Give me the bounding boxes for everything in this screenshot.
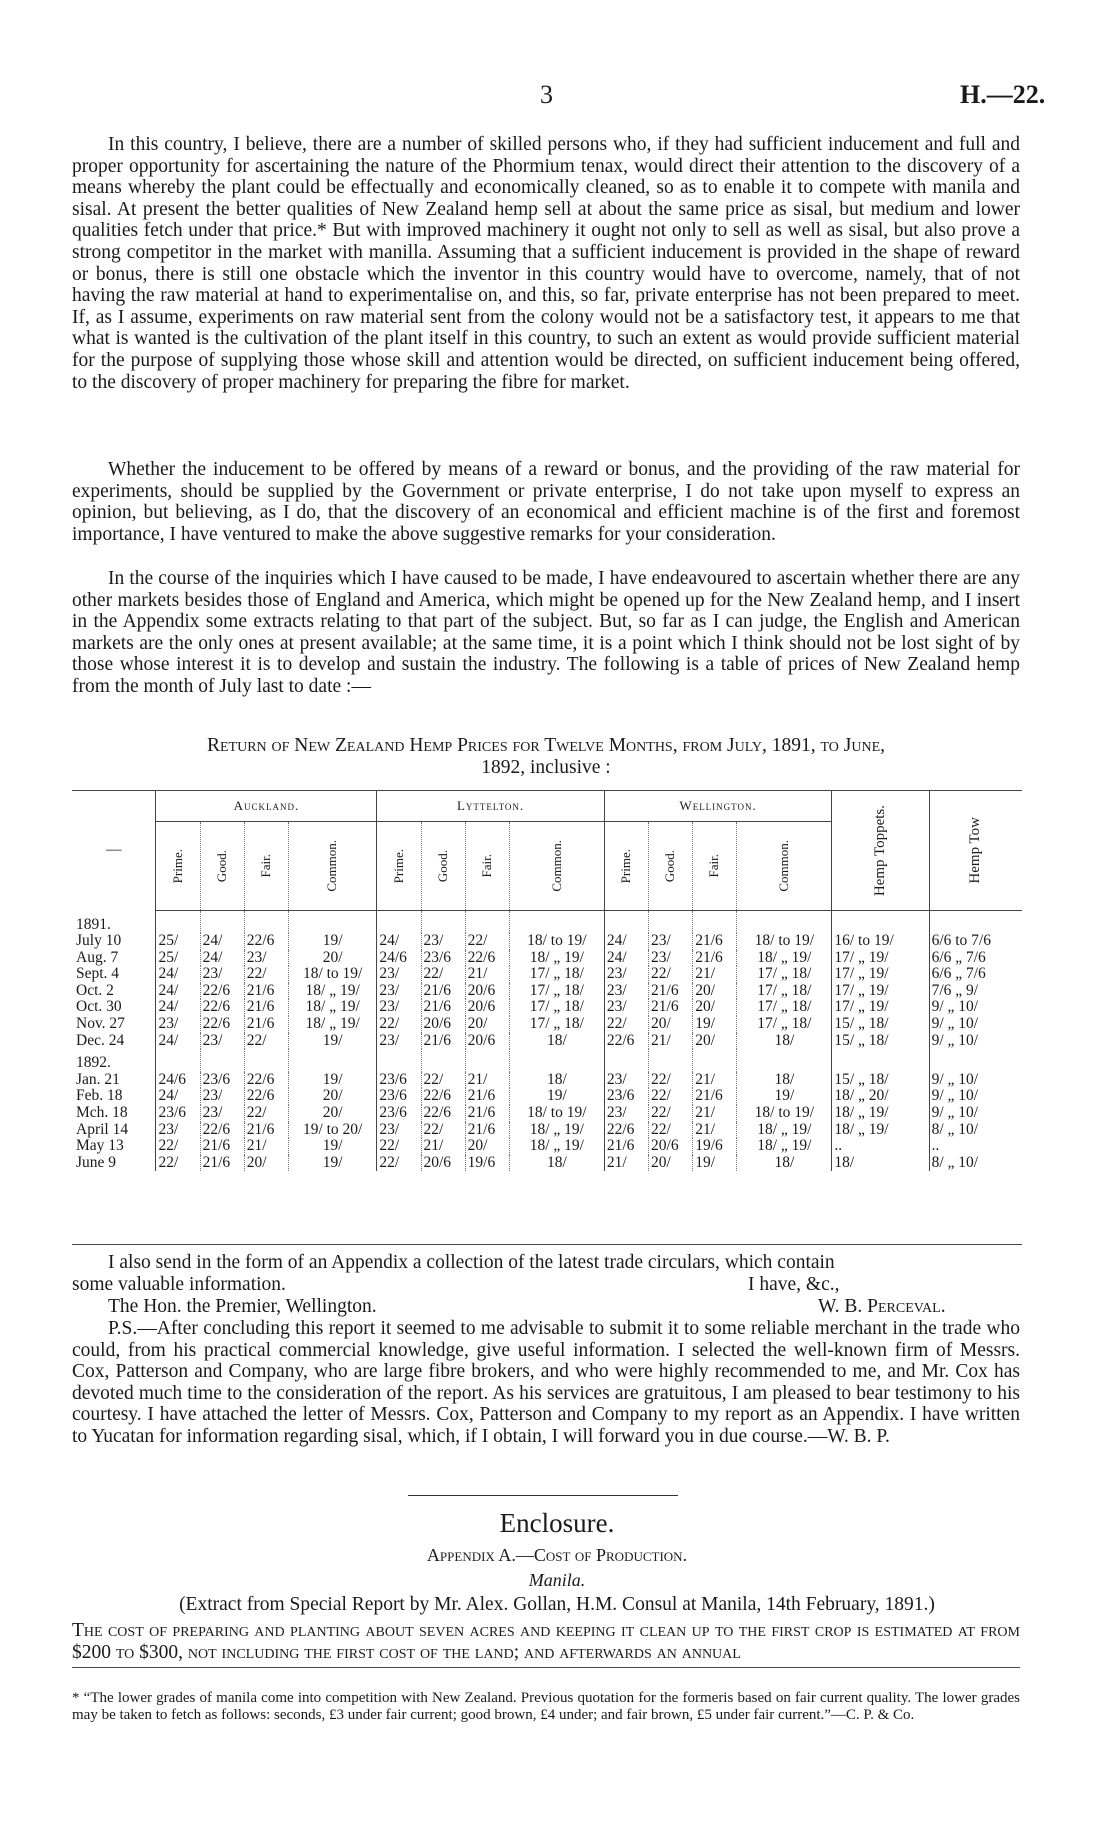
price-cell: 18/ <box>832 1155 929 1172</box>
price-cell: 21/6 <box>465 1105 509 1122</box>
price-cell: 22/ <box>244 966 288 983</box>
price-cell: 19/ <box>288 1155 376 1172</box>
price-cell: 22/ <box>156 1138 200 1155</box>
price-cell: 24/ <box>156 999 200 1016</box>
price-cell: 18/ „ 19/ <box>832 1105 929 1122</box>
price-cell: 17/ „ 18/ <box>509 1016 604 1033</box>
price-cell: 17/ „ 18/ <box>737 1016 832 1033</box>
price-cell: 22/6 <box>604 1122 648 1139</box>
price-cell: 17/ „ 18/ <box>509 983 604 1000</box>
price-cell: 23/6 <box>377 1072 421 1089</box>
table-row <box>72 950 1022 967</box>
row-date: May 13 <box>76 1137 124 1155</box>
price-cell: 21/ <box>693 1122 737 1139</box>
price-cell: 21/6 <box>649 983 693 1000</box>
price-cell: 19/ <box>288 1072 376 1089</box>
price-cell: 17/ „ 18/ <box>737 966 832 983</box>
price-cell: 23/ <box>200 966 244 983</box>
price-cell: 18/ to 19/ <box>737 933 832 950</box>
section-divider <box>408 1495 678 1496</box>
price-cell: 24/ <box>604 933 648 950</box>
footnote: * “The lower grades of manila come into competition with New Zealand. Previous quotation for the formeris based on fair current quality. The lower grades may be taken to fetch as follows: seconds, £3 under fair current; good brown, £4 under; and fair brown, £5 under fair current.”—C. P. & Co. <box>72 1690 1020 1723</box>
price-cell: 17/ „ 18/ <box>509 966 604 983</box>
price-cell: 21/6 <box>421 999 465 1016</box>
price-cell: 20/6 <box>649 1138 693 1155</box>
price-cell: 23/ <box>604 1072 648 1089</box>
table-row <box>72 1138 1022 1155</box>
price-cell: 23/ <box>604 966 648 983</box>
price-cell: 21/ <box>465 966 509 983</box>
col-header-common: Common. <box>509 822 604 911</box>
year-label: 1892. <box>76 1054 111 1072</box>
row-date: April 14 <box>76 1120 129 1138</box>
row-date: Nov. 27 <box>76 1015 125 1033</box>
price-cell: 23/6 <box>377 1105 421 1122</box>
group-header-wellington: Wellington. <box>604 791 832 822</box>
price-cell: 9/ „ 10/ <box>929 1072 1022 1089</box>
price-cell: 20/6 <box>421 1155 465 1172</box>
price-cell: 20/ <box>465 1016 509 1033</box>
col-header-good: Good. <box>200 822 244 911</box>
price-cell: 22/ <box>649 966 693 983</box>
price-cell: 18/ „ 19/ <box>288 999 376 1016</box>
price-cell: 22/6 <box>200 1122 244 1139</box>
row-date: Oct. 2 <box>76 981 114 999</box>
price-cell: 23/6 <box>156 1105 200 1122</box>
price-cell: 9/ „ 10/ <box>929 1105 1022 1122</box>
col-header-fair: Fair. <box>465 822 509 911</box>
price-cell: 23/6 <box>200 1072 244 1089</box>
price-cell: 21/6 <box>465 1122 509 1139</box>
table-title-line1: Return of New Zealand Hemp Prices for Twelve Months, from July, 1891, to June, <box>206 735 886 756</box>
appendix-body-text: The cost of preparing and planting about seven acres and keeping it clean up to the first crop is estimated at from $200 to $300, not including the first cost of the land; and afterwards an annual <box>72 1620 1020 1663</box>
price-cell: 17/ „ 19/ <box>832 966 929 983</box>
price-cell: 21/6 <box>200 1138 244 1155</box>
price-cell: 23/ <box>200 1105 244 1122</box>
price-cell: .. <box>929 1138 1022 1155</box>
col-header-common: Common. <box>737 822 832 911</box>
price-cell: 21/ <box>244 1138 288 1155</box>
price-cell: 23/ <box>200 1088 244 1105</box>
price-cell: 22/ <box>465 933 509 950</box>
price-cell: 21/6 <box>244 1016 288 1033</box>
price-cell: 23/6 <box>421 950 465 967</box>
price-cell: 22/6 <box>421 1088 465 1105</box>
table-row <box>72 1105 1022 1122</box>
price-cell: 22/ <box>649 1122 693 1139</box>
price-cell: 22/ <box>421 1072 465 1089</box>
price-cell: 22/ <box>377 1138 421 1155</box>
table-body-1892 <box>72 1049 1022 1171</box>
price-cell: 19/ <box>693 1016 737 1033</box>
price-cell: 23/ <box>156 1122 200 1139</box>
price-cell: 22/ <box>649 1072 693 1089</box>
price-cell: 21/6 <box>465 1088 509 1105</box>
table-bottom-rule <box>72 1244 1022 1245</box>
price-cell: 22/ <box>421 966 465 983</box>
col-header-prime: Prime. <box>604 822 648 911</box>
price-cell: 20/6 <box>465 999 509 1016</box>
price-cell: 21/6 <box>693 1088 737 1105</box>
year-label: 1891. <box>76 915 111 933</box>
col-header-toppets: Hemp Toppets. <box>832 791 929 911</box>
price-cell: 19/ <box>288 1033 376 1050</box>
price-cell: 19/6 <box>693 1138 737 1155</box>
row-date: Mch. 18 <box>76 1104 128 1122</box>
price-cell: 20/ <box>288 1088 376 1105</box>
price-cell: 21/6 <box>421 983 465 1000</box>
col-header-prime: Prime. <box>156 822 200 911</box>
price-cell: 24/ <box>156 1033 200 1050</box>
price-cell: 22/6 <box>604 1033 648 1050</box>
price-cell: 20/6 <box>465 1033 509 1050</box>
paragraph-1: In this country, I believe, there are a number of skilled persons who, if they had sufficient inducement and full and proper opportunity for ascertaining the nature of the Phormium tenax, would direct their attention to the discovery of a means whereby the plant could be effectually and economically cleaned, so as to enable it to compete with manila and sisal. At present the better qualities of New Zealand hemp sell at about the same price as sisal, but medium and lower qualities fetch under that price.* But with improved machinery it ought not only to sell as well as sisal, but also prove a strong competitor in the market with manilla. Assuming that a sufficient inducement is provided in the shape of reward or bonus, there is still one obstacle which the inventor in this country would have to overcome, namely, that of not having the raw material at hand to experimentalise on, and this, so far, private enterprise has not been prepared to meet. If, as I assume, experiments on raw material sent from the colony would not be a satisfactory test, it appears to me that what is wanted is the cultivation of the plant itself in this country, to such an extent as would provide sufficient material for the purpose of supplying those whose skill and attention would be directed, on sufficient inducement being offered, to the discovery of proper machinery for preparing the fibre for market. <box>72 134 1020 393</box>
price-cell: 18/ <box>509 1072 604 1089</box>
price-cell: 23/ <box>377 966 421 983</box>
price-cell: 21/ <box>693 966 737 983</box>
price-cell: 19/ to 20/ <box>288 1122 376 1139</box>
price-cell: 22/6 <box>465 950 509 967</box>
price-cell: 20/6 <box>421 1016 465 1033</box>
price-cell: 21/ <box>649 1033 693 1050</box>
price-cell: 20/ <box>693 983 737 1000</box>
price-cell: 15/ „ 18/ <box>832 1016 929 1033</box>
price-cell: 21/6 <box>693 950 737 967</box>
row-date: Oct. 30 <box>76 998 122 1016</box>
price-cell: 23/ <box>604 983 648 1000</box>
table-date-header: — <box>105 841 122 859</box>
price-cell: 21/ <box>465 1072 509 1089</box>
price-cell: 7/6 „ 9/ <box>929 983 1022 1000</box>
price-cell: 19/ <box>288 1138 376 1155</box>
price-cell: 22/6 <box>200 983 244 1000</box>
row-date: Feb. 18 <box>76 1087 123 1105</box>
table-row <box>72 1033 1022 1050</box>
price-cell: 23/6 <box>604 1088 648 1105</box>
extract-note: (Extract from Special Report by Mr. Alex. Gollan, H.M. Consul at Manila, 14th February, 1891.) <box>179 1594 935 1615</box>
col-header-tow: Hemp Tow <box>929 791 1022 911</box>
col-header-good: Good. <box>649 822 693 911</box>
price-cell: 18/ to 19/ <box>288 966 376 983</box>
price-cell: 21/6 <box>604 1138 648 1155</box>
row-date: July 10 <box>76 932 122 950</box>
price-cell: 20/ <box>693 999 737 1016</box>
price-cell: 24/6 <box>377 950 421 967</box>
price-cell: 18/ „ 19/ <box>737 1122 832 1139</box>
price-cell: 24/ <box>200 950 244 967</box>
price-cell: 9/ „ 10/ <box>929 1016 1022 1033</box>
price-cell: 18/ to 19/ <box>509 933 604 950</box>
table-row <box>72 983 1022 1000</box>
price-cell: 22/ <box>649 1105 693 1122</box>
table-body-1891 <box>72 911 1022 1050</box>
price-cell: 18/ „ 19/ <box>288 1016 376 1033</box>
table-row <box>72 999 1022 1016</box>
table-title-line2: 1892, inclusive : <box>481 757 611 778</box>
price-cell: 21/ <box>604 1155 648 1172</box>
price-cell: 21/6 <box>200 1155 244 1172</box>
price-cell: 23/ <box>377 1033 421 1050</box>
price-cell: 19/ <box>288 933 376 950</box>
price-cell: 23/ <box>377 983 421 1000</box>
price-cell: 21/6 <box>244 983 288 1000</box>
table-row <box>72 1072 1022 1089</box>
price-cell: 23/ <box>649 950 693 967</box>
price-cell: 20/ <box>288 950 376 967</box>
price-cell: 21/6 <box>244 1122 288 1139</box>
hemp-prices-table <box>72 790 1022 1171</box>
table-row <box>72 933 1022 950</box>
table-row <box>72 966 1022 983</box>
price-cell: 18/ <box>509 1033 604 1050</box>
price-cell: 18/ <box>509 1155 604 1172</box>
price-cell: 18/ „ 19/ <box>737 1138 832 1155</box>
group-header-lyttelton: Lyttelton. <box>377 791 605 822</box>
price-cell: 23/ <box>377 1122 421 1139</box>
price-cell: 22/6 <box>244 933 288 950</box>
price-cell: 22/6 <box>200 1016 244 1033</box>
price-cell: 17/ „ 18/ <box>737 999 832 1016</box>
price-cell: 19/6 <box>465 1155 509 1172</box>
table-row <box>72 1122 1022 1139</box>
appendix-body <box>72 1620 1020 1663</box>
row-date: Sept. 4 <box>76 965 120 983</box>
price-cell: 21/ <box>693 1105 737 1122</box>
price-cell: 21/ <box>693 1072 737 1089</box>
price-cell: 9/ „ 10/ <box>929 1033 1022 1050</box>
col-header-prime: Prime. <box>377 822 421 911</box>
price-cell: 25/ <box>156 950 200 967</box>
price-cell: 22/6 <box>200 999 244 1016</box>
document-reference: H.—22. <box>960 80 1046 109</box>
price-cell: 19/ <box>737 1088 832 1105</box>
price-cell: 22/ <box>244 1033 288 1050</box>
price-cell: 20/6 <box>465 983 509 1000</box>
price-cell: 22/ <box>377 1016 421 1033</box>
price-cell: 21/6 <box>244 999 288 1016</box>
price-cell: 8/ „ 10/ <box>929 1155 1022 1172</box>
price-cell: 23/6 <box>377 1088 421 1105</box>
price-cell: 23/ <box>604 999 648 1016</box>
price-cell: 22/ <box>244 1105 288 1122</box>
price-cell: 15/ „ 18/ <box>832 1072 929 1089</box>
price-cell: 23/ <box>156 1016 200 1033</box>
row-date: Aug. 7 <box>76 948 119 966</box>
price-cell: 22/ <box>649 1088 693 1105</box>
price-cell: 24/ <box>156 966 200 983</box>
price-cell: 22/6 <box>421 1105 465 1122</box>
price-cell: .. <box>832 1138 929 1155</box>
footnote-rule <box>72 1667 1020 1668</box>
price-cell: 18/ <box>737 1072 832 1089</box>
price-cell: 17/ „ 18/ <box>737 983 832 1000</box>
price-cell: 24/ <box>200 933 244 950</box>
price-cell: 16/ to 19/ <box>832 933 929 950</box>
price-cell: 17/ „ 18/ <box>509 999 604 1016</box>
postscript: P.S.—After concluding this report it seemed to me advisable to submit it to some reliable merchant in the trade who could, from his practical commercial knowledge, give useful information. I selected the well-known firm of Messrs. Cox, Patterson and Company, who are large fibre brokers, and who were highly recommended to me, and Mr. Cox has devoted much time to the consideration of the report. As his services are gratuitous, I am pleased to bear testimony to his courtesy. I have attached the letter of Messrs. Cox, Patterson and Company to my report as an Appendix. I have written to Yucatan for information regarding sisal, which, if I obtain, I will forward you in due course.—W. B. P. <box>72 1318 1020 1447</box>
price-cell: 23/ <box>421 933 465 950</box>
col-header-common: Common. <box>288 822 376 911</box>
table-row <box>72 1155 1022 1172</box>
place-heading: Manila. <box>528 1570 586 1590</box>
price-cell: 21/ <box>421 1138 465 1155</box>
row-date: Jan. 21 <box>76 1070 120 1088</box>
price-cell: 19/ <box>693 1155 737 1172</box>
price-cell: 23/ <box>604 1105 648 1122</box>
price-cell: 24/ <box>156 983 200 1000</box>
row-date: June 9 <box>76 1153 117 1171</box>
addressee: The Hon. the Premier, Wellington. <box>108 1296 377 1317</box>
price-cell: 17/ „ 19/ <box>832 999 929 1016</box>
price-cell: 25/ <box>156 933 200 950</box>
price-cell: 6/6 „ 7/6 <box>929 950 1022 967</box>
price-cell: 9/ „ 10/ <box>929 1088 1022 1105</box>
group-header-auckland: Auckland. <box>156 791 377 822</box>
price-cell: 9/ „ 10/ <box>929 999 1022 1016</box>
closing-line-1: I also send in the form of an Appendix a collection of the latest trade circulars, which contain <box>108 1252 835 1273</box>
closing-line-2: some valuable information. <box>72 1273 286 1295</box>
table-row <box>72 1016 1022 1033</box>
col-header-fair: Fair. <box>244 822 288 911</box>
price-cell: 18/ „ 19/ <box>832 1122 929 1139</box>
price-cell: 18/ to 19/ <box>737 1105 832 1122</box>
enclosure-title: Enclosure. <box>499 1508 615 1538</box>
price-cell: 21/6 <box>693 933 737 950</box>
price-cell: 15/ „ 18/ <box>832 1033 929 1050</box>
price-cell: 22/ <box>156 1155 200 1172</box>
price-cell: 23/ <box>200 1033 244 1050</box>
price-cell: 22/6 <box>244 1072 288 1089</box>
price-cell: 21/6 <box>649 999 693 1016</box>
paragraph-2: Whether the inducement to be offered by means of a reward or bonus, and the providing of the raw material for experiments, should be supplied by the Government or private enterprise, I do not take upon myself to express an opinion, but believing, as I do, that the discovery of an economical and efficient machine is of the first and foremost importance, I have ventured to make the above suggestive remarks for your consideration. <box>72 459 1020 545</box>
price-cell: 19/ <box>509 1088 604 1105</box>
price-cell: 18/ „ 20/ <box>832 1088 929 1105</box>
price-cell: 20/ <box>693 1033 737 1050</box>
price-cell: 18/ „ 19/ <box>737 950 832 967</box>
price-cell: 18/ <box>737 1155 832 1172</box>
price-cell: 20/ <box>288 1105 376 1122</box>
price-cell: 8/ „ 10/ <box>929 1122 1022 1139</box>
col-header-good: Good. <box>421 822 465 911</box>
price-cell: 17/ „ 19/ <box>832 950 929 967</box>
price-cell: 18/ „ 19/ <box>509 1122 604 1139</box>
price-cell: 24/6 <box>156 1072 200 1089</box>
price-cell: 6/6 „ 7/6 <box>929 966 1022 983</box>
table-row <box>72 1088 1022 1105</box>
price-cell: 22/ <box>377 1155 421 1172</box>
appendix-heading: Appendix A.—Cost of Production. <box>426 1545 688 1565</box>
price-cell: 22/ <box>604 1016 648 1033</box>
price-cell: 6/6 to 7/6 <box>929 933 1022 950</box>
price-cell: 18/ „ 19/ <box>509 950 604 967</box>
price-cell: 23/ <box>244 950 288 967</box>
signature: W. B. Perceval. <box>818 1296 946 1317</box>
price-cell: 17/ „ 19/ <box>832 983 929 1000</box>
price-cell: 22/ <box>421 1122 465 1139</box>
price-cell: 20/ <box>649 1155 693 1172</box>
table-title <box>72 735 1020 779</box>
closing-paragraph <box>72 1252 1020 1295</box>
paragraph-3: In the course of the inquiries which I have caused to be made, I have endeavoured to ascertain whether there are any other markets besides those of England and America, which might be opened up for the New Zealand hemp, and I insert in the Appendix some extracts relating to that part of the subject. But, so far as I can judge, the English and American markets are the only ones at present available; at the same time, it is a point which I think should not be lost sight of by those whose interest it is to develop and sustain the industry. The following is a table of prices of New Zealand hemp from the month of July last to date :— <box>72 568 1020 697</box>
price-cell: 22/6 <box>244 1088 288 1105</box>
price-cell: 24/ <box>156 1088 200 1105</box>
price-cell: 20/ <box>465 1138 509 1155</box>
price-cell: 20/ <box>244 1155 288 1172</box>
price-cell: 18/ „ 19/ <box>509 1138 604 1155</box>
page-number: 3 <box>540 80 553 109</box>
price-cell: 18/ „ 19/ <box>288 983 376 1000</box>
price-cell: 21/6 <box>421 1033 465 1050</box>
price-cell: 18/ <box>737 1033 832 1050</box>
price-cell: 24/ <box>377 933 421 950</box>
price-cell: 18/ to 19/ <box>509 1105 604 1122</box>
price-cell: 20/ <box>649 1016 693 1033</box>
have-etc: I have, &c., <box>748 1274 840 1295</box>
price-cell: 23/ <box>649 933 693 950</box>
row-date: Dec. 24 <box>76 1031 125 1049</box>
col-header-fair: Fair. <box>693 822 737 911</box>
price-cell: 23/ <box>377 999 421 1016</box>
price-cell: 24/ <box>604 950 648 967</box>
